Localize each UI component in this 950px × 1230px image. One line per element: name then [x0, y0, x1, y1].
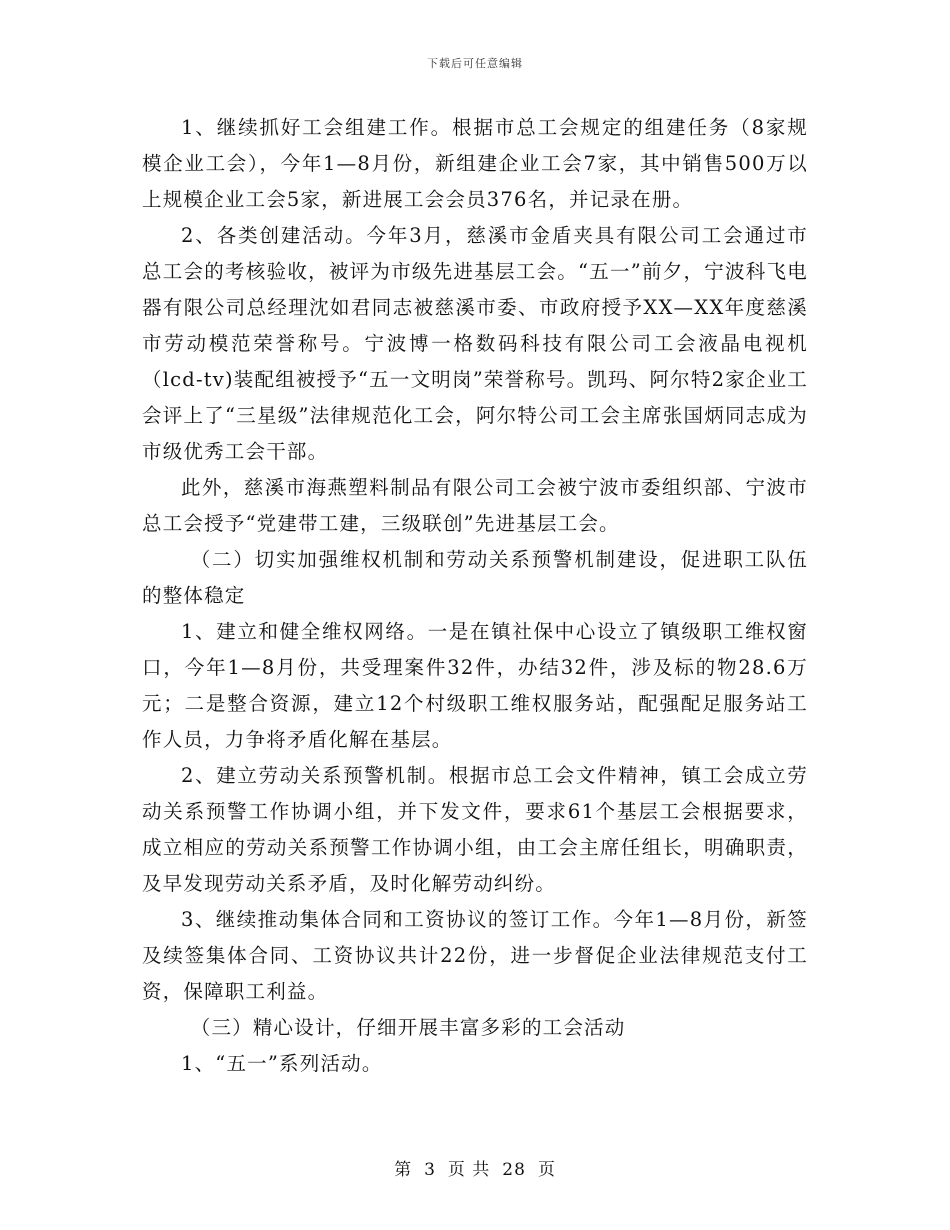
paragraph-may-day-activities: 1、“五一”系列活动。 [181, 1052, 383, 1075]
page-label-suffix: 页 [537, 1160, 556, 1180]
current-page-number: 3 [424, 1160, 436, 1180]
paragraph-union-formation: 1、继续抓好工会组建工作。根据市总工会规定的组建任务（8家规模企业工会），今年1—8月份，新组建企业工会7家，其中销售500万以上规模企业工会5家，新进展工会会员376名，并记录在册。 [142, 116, 808, 211]
page-label-prefix: 第 [394, 1160, 413, 1180]
document-body [142, 110, 808, 1082]
page-label-middle: 页 共 [447, 1160, 491, 1180]
paragraph-early-warning: 2、建立劳动关系预警机制。根据市总工会文件精神，镇工会成立劳动关系预警工作协调小组，并下发文件，要求61个基层工会根据要求，成立相应的劳动关系预警工作协调小组，由工会主席任组长，明确职责，及早发现劳动关系矛盾，及时化解劳动纠纷。 [142, 764, 808, 895]
paragraph-creation-activities: 2、各类创建活动。今年3月，慈溪市金盾夹具有限公司工会通过市总工会的考核验收，被评为市级先进基层工会。“五一”前夕，宁波科飞电器有限公司总经理沈如君同志被慈溪市委、市政府授予XX—XX年度慈溪市劳动模范荣誉称号。宁波博一格数码科技有限公司工会液晶电视机（lcd-tv)装配组被授予“五一文明岗”荣誉称号。凯玛、阿尔特2家企业工会评上了“三星级”法律规范化工会，阿尔特公司工会主席张国炳同志成为市级优秀工会干部。 [142, 224, 808, 463]
section-heading-union-activities: （三）精心设计，仔细开展丰富多彩的工会活动 [190, 1016, 626, 1039]
paragraph-rights-network: 1、建立和健全维权网络。一是在镇社保中心设立了镇级职工维权窗口，今年1—8月份，共受理案件32件，办结32件，涉及标的物28.6万元；二是整合资源，建立12个村级职工维权服务站，配强配足服务站工作人员，力争将矛盾化解在基层。 [142, 620, 808, 751]
paragraph-collective-contracts: 3、继续推动集体合同和工资协议的签订工作。今年1—8月份，新签及续签集体合同、工资协议共计22份，进一步督促企业法律规范支付工资，保障职工利益。 [142, 908, 808, 1003]
paragraph-additional-award: 此外，慈溪市海燕塑料制品有限公司工会被宁波市委组织部、宁波市总工会授予“党建带工建，三级联创”先进基层工会。 [142, 476, 808, 535]
total-pages-number: 28 [502, 1160, 526, 1180]
page-header: 下载后可任意编辑 [427, 57, 523, 70]
page-footer [0, 1155, 950, 1180]
section-heading-rights-mechanism: （二）切实加强维权机制和劳动关系预警机制建设，促进职工队伍的整体稳定 [142, 548, 808, 607]
